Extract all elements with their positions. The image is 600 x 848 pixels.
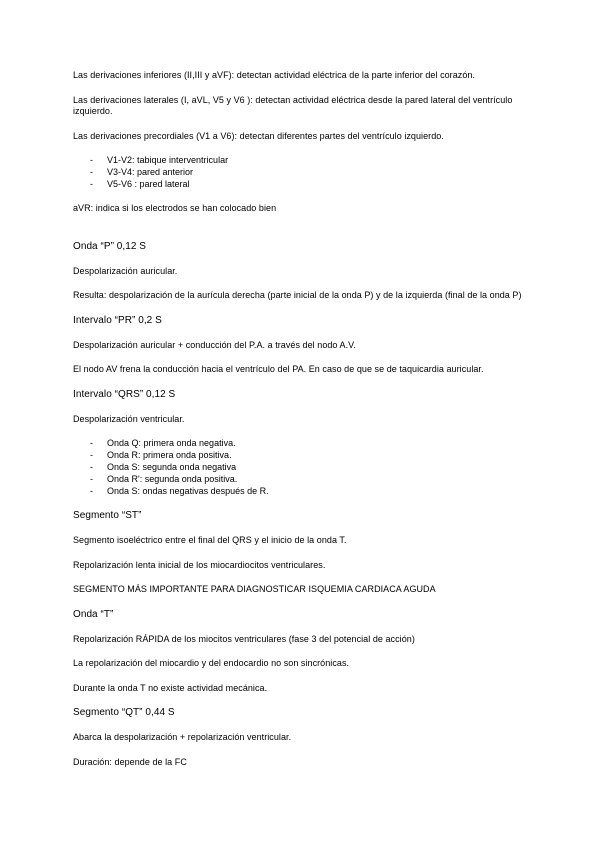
heading-onda-p: Onda “P” 0,12 S	[73, 240, 147, 252]
qrs-waves-list	[73, 438, 535, 497]
paragraph-despolarizacion-ventricular: Despolarización ventricular.	[73, 413, 185, 424]
paragraph-no-sincronicas: La repolarización del miocardio y del endocardio no son sincrónicas.	[73, 658, 350, 669]
paragraph-actividad-mecanica: Durante la onda T no existe actividad mecánica.	[73, 682, 268, 693]
list-item: - Onda Q: primera onda negativa.	[90, 438, 236, 449]
paragraph-nodo-av: El nodo AV frena la conducción hacia el ventrículo del PA. En caso de que se de taquicardia auricular.	[73, 364, 484, 375]
list-item: - Onda S: segunda onda negativa	[90, 461, 237, 472]
document-body	[73, 70, 535, 768]
paragraph-resulta: Resulta: despolarización de la aurícula derecha (parte inicial de la onda P) y de la izquierda (final de la onda P)	[73, 290, 522, 301]
paragraph-despolarizacion-auricular: Despolarización auricular.	[73, 265, 178, 276]
paragraph-repolarizacion-lenta: Repolarización lenta inicial de los miocardiocitos ventriculares.	[73, 559, 326, 570]
paragraph-conduccion-av: Despolarización auricular + conducción del P.A. a través del nodo A.V.	[73, 339, 356, 350]
paragraph-inferior-leads: Las derivaciones inferiores (II,III y aVF): detectan actividad eléctrica de la parte inferior del corazón.	[73, 70, 475, 80]
heading-intervalo-qrs: Intervalo “QRS” 0,12 S	[73, 388, 176, 400]
list-item: - V5-V6 : pared lateral	[90, 178, 190, 189]
paragraph-avr: aVR: indica si los electrodos se han colocado bien	[73, 203, 277, 214]
list-item: - V1-V2: tabique interventricular	[90, 155, 229, 165]
paragraph-abarca: Abarca la despolarización + repolarización ventricular.	[73, 732, 292, 743]
paragraph-isoelectrico: Segmento isoeléctrico entre el final del QRS y el inicio de la onda T.	[73, 535, 347, 546]
paragraph-lateral-leads: Las derivaciones laterales (I, aVL, V5 y V6 ): detectan actividad eléctrica desde la pared lateral del ventrículo izquierdo.	[73, 94, 513, 116]
heading-segmento-qt: Segmento “QT” 0,44 S	[73, 707, 175, 719]
list-item: - Onda S: ondas negativas después de R.	[90, 485, 269, 496]
precordial-list	[73, 155, 535, 190]
list-item: - Onda R': segunda onda positiva.	[90, 473, 238, 484]
list-item: - Onda R: primera onda positiva.	[90, 450, 232, 461]
heading-intervalo-pr: Intervalo “PR” 0,2 S	[73, 314, 162, 326]
heading-segmento-st: Segmento “ST”	[73, 510, 142, 522]
paragraph-repolarizacion-rapida: Repolarización RÁPIDA de los miocitos ventriculares (fase 3 del potencial de acción)	[73, 633, 415, 644]
paragraph-isquemia: SEGMENTO MÁS IMPORTANTE PARA DIAGNOSTICAR ISQUEMIA CARDIACA AGUDA	[73, 584, 436, 595]
heading-onda-t: Onda “T”	[73, 608, 114, 620]
paragraph-duracion: Duración: depende de la FC	[73, 756, 187, 767]
list-item: - V3-V4: pared anterior	[90, 166, 194, 177]
paragraph-precordial-leads: Las derivaciones precordiales (V1 a V6): detectan diferentes partes del ventrículo izquierdo.	[73, 130, 444, 141]
